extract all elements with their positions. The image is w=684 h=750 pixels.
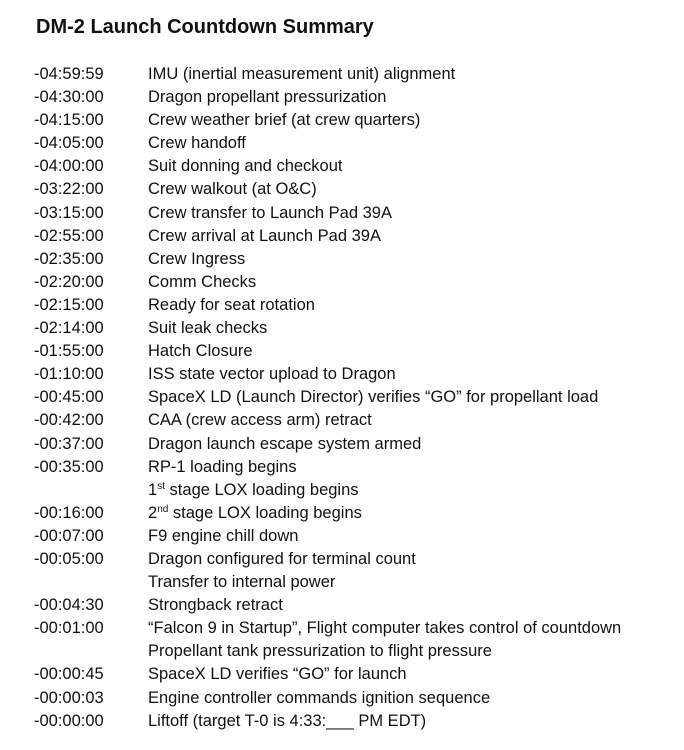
countdown-event: Strongback retract xyxy=(148,596,283,615)
countdown-event: Hatch Closure xyxy=(148,342,253,361)
stage-number: 1 xyxy=(148,480,158,499)
event-text: stage LOX loading begins xyxy=(168,503,362,522)
countdown-row xyxy=(0,617,684,640)
countdown-event: CAA (crew access arm) retract xyxy=(148,411,372,430)
countdown-row xyxy=(0,548,684,571)
countdown-time: -04:15:00 xyxy=(34,111,104,130)
countdown-event: Crew Ingress xyxy=(148,249,246,268)
countdown-event: “Falcon 9 in Startup”, Flight computer takes control of countdown xyxy=(148,619,622,638)
event-text: stage LOX loading begins xyxy=(164,480,359,499)
countdown-event: Suit leak checks xyxy=(148,319,268,338)
ordinal-suffix: st xyxy=(157,480,165,492)
countdown-row xyxy=(0,409,684,432)
countdown-event: Ready for seat rotation xyxy=(148,295,315,314)
countdown-row xyxy=(0,202,684,225)
countdown-event: Transfer to internal power xyxy=(148,573,336,592)
countdown-row xyxy=(0,363,684,386)
countdown-event: Dragon launch escape system armed xyxy=(148,434,422,453)
countdown-time: -03:15:00 xyxy=(34,203,104,222)
countdown-event: Comm Checks xyxy=(148,272,257,291)
countdown-row xyxy=(0,271,684,294)
countdown-time: -00:00:45 xyxy=(34,665,104,684)
countdown-event: RP-1 loading begins xyxy=(148,457,297,476)
countdown-event: Crew handoff xyxy=(148,134,246,153)
countdown-row xyxy=(0,86,684,109)
countdown-event: Crew transfer to Launch Pad 39A xyxy=(148,203,392,222)
page-title: DM-2 Launch Countdown Summary xyxy=(36,16,374,38)
countdown-row xyxy=(0,386,684,409)
countdown-row xyxy=(0,63,684,86)
countdown-row xyxy=(0,594,684,617)
countdown-time: -00:16:00 xyxy=(34,503,104,522)
countdown-time: -04:05:00 xyxy=(34,134,104,153)
countdown-time: -02:55:00 xyxy=(34,226,104,245)
countdown-time: -04:00:00 xyxy=(34,157,104,176)
countdown-row xyxy=(0,294,684,317)
countdown-time: -00:35:00 xyxy=(34,457,104,476)
countdown-row xyxy=(0,525,684,548)
countdown-list xyxy=(0,63,684,733)
countdown-row xyxy=(0,317,684,340)
countdown-row xyxy=(0,109,684,132)
countdown-event xyxy=(148,502,362,525)
countdown-event: SpaceX LD verifies “GO” for launch xyxy=(148,665,407,684)
countdown-time: -02:20:00 xyxy=(34,272,104,291)
countdown-row xyxy=(0,155,684,178)
countdown-event: Engine controller commands ignition sequence xyxy=(148,688,491,707)
countdown-row xyxy=(0,132,684,155)
countdown-event: Propellant tank pressurization to flight pressure xyxy=(148,642,492,661)
countdown-time: -04:30:00 xyxy=(34,88,104,107)
countdown-event xyxy=(148,479,359,502)
countdown-time: -00:07:00 xyxy=(34,526,104,545)
countdown-time: -00:01:00 xyxy=(34,619,104,638)
countdown-time: -02:15:00 xyxy=(34,295,104,314)
countdown-row xyxy=(0,456,684,479)
countdown-time: -03:22:00 xyxy=(34,180,104,199)
countdown-time: -02:35:00 xyxy=(34,249,104,268)
countdown-time: -02:14:00 xyxy=(34,319,104,338)
countdown-row xyxy=(0,640,684,663)
countdown-row xyxy=(0,571,684,594)
countdown-time: -00:42:00 xyxy=(34,411,104,430)
countdown-time: -00:37:00 xyxy=(34,434,104,453)
countdown-event: ISS state vector upload to Dragon xyxy=(148,365,396,384)
countdown-row xyxy=(0,479,684,502)
countdown-row xyxy=(0,687,684,710)
countdown-row xyxy=(0,178,684,201)
countdown-time: -00:05:00 xyxy=(34,549,104,568)
countdown-event: Crew walkout (at O&C) xyxy=(148,180,317,199)
countdown-event: Crew weather brief (at crew quarters) xyxy=(148,111,421,130)
countdown-event: Liftoff (target T-0 is 4:33:___ PM EDT) xyxy=(148,711,427,730)
ordinal-suffix: nd xyxy=(157,503,169,515)
countdown-time: -00:00:03 xyxy=(34,688,104,707)
countdown-row xyxy=(0,248,684,271)
countdown-row xyxy=(0,340,684,363)
countdown-row xyxy=(0,225,684,248)
countdown-time: -01:55:00 xyxy=(34,342,104,361)
countdown-event: Dragon propellant pressurization xyxy=(148,88,387,107)
stage-number: 2 xyxy=(148,503,158,522)
countdown-row xyxy=(0,710,684,733)
countdown-event: IMU (inertial measurement unit) alignment xyxy=(148,65,456,83)
countdown-event: Dragon configured for terminal count xyxy=(148,549,416,568)
countdown-time: -00:00:00 xyxy=(34,711,104,730)
countdown-time: -00:04:30 xyxy=(34,596,104,615)
countdown-row xyxy=(0,663,684,686)
countdown-time: -01:10:00 xyxy=(34,365,104,384)
countdown-row xyxy=(0,433,684,456)
countdown-time: -04:59:59 xyxy=(34,65,104,83)
countdown-event: SpaceX LD (Launch Director) verifies “GO” for propellant load xyxy=(148,388,599,407)
countdown-row xyxy=(0,502,684,525)
countdown-event: F9 engine chill down xyxy=(148,526,299,545)
countdown-event: Suit donning and checkout xyxy=(148,157,343,176)
countdown-event: Crew arrival at Launch Pad 39A xyxy=(148,226,381,245)
countdown-time: -00:45:00 xyxy=(34,388,104,407)
